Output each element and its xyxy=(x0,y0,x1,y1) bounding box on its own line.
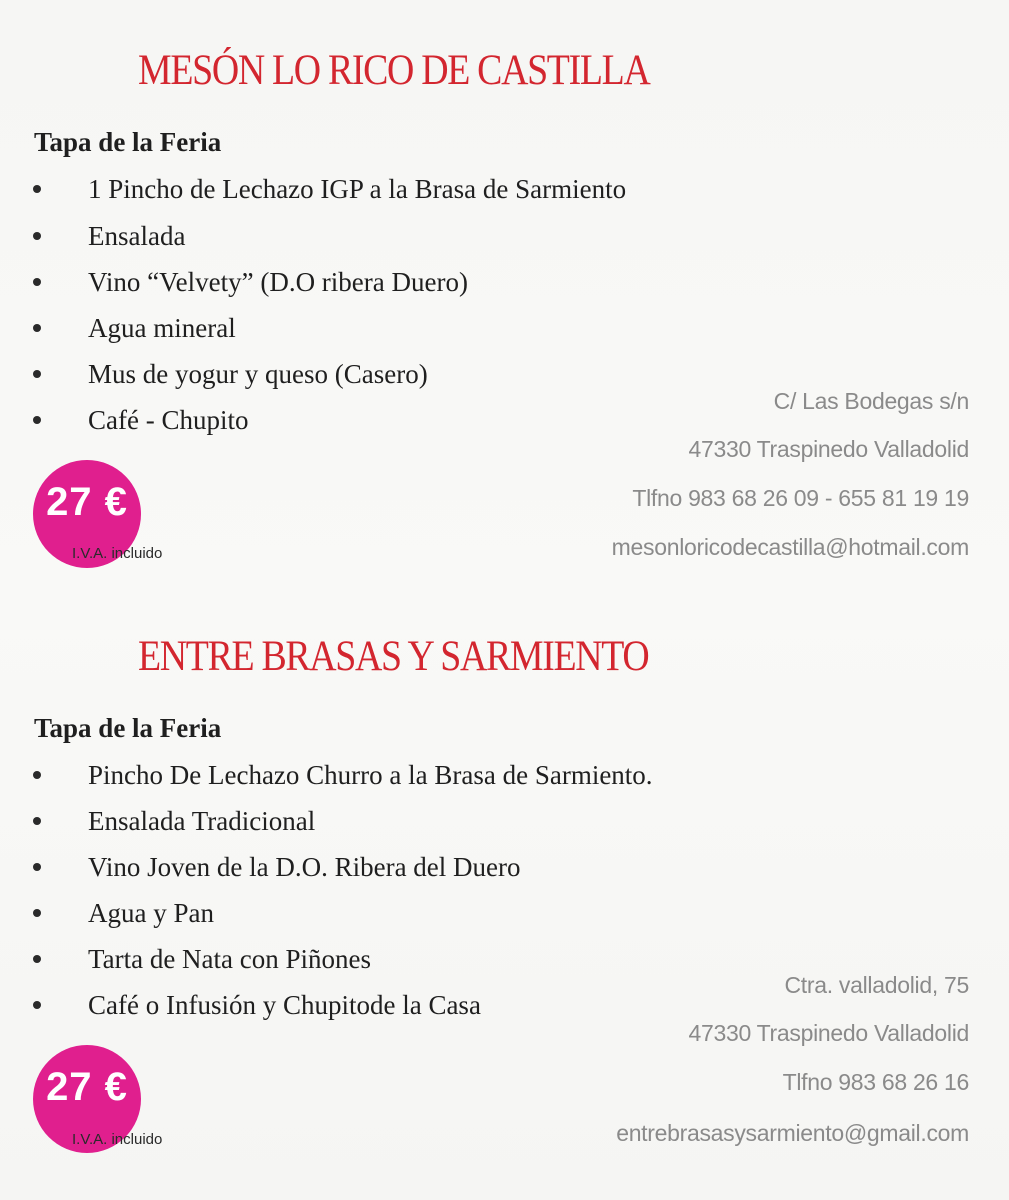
price-value: 27 € xyxy=(46,1065,128,1109)
tapa-subtitle: Tapa de la Feria xyxy=(34,127,222,157)
bullet-icon xyxy=(33,185,41,193)
bullet-icon xyxy=(33,278,41,286)
restaurant-title: MESÓN LO RICO DE CASTILLA xyxy=(138,47,650,94)
bullet-icon xyxy=(33,863,41,871)
bullet-icon xyxy=(33,370,41,378)
contact-email: mesonloricodecastilla@hotmail.com xyxy=(611,534,969,560)
contact-info xyxy=(549,972,969,1152)
bullet-icon xyxy=(33,817,41,825)
menu-item-text: Vino “Velvety” (D.O ribera Duero) xyxy=(88,267,468,297)
contact-address: C/ Las Bodegas s/n xyxy=(773,388,969,414)
menu-item-text: Pincho De Lechazo Churro a la Brasa de Sarmiento. xyxy=(88,760,653,790)
contact-address: Ctra. valladolid, 75 xyxy=(784,972,969,998)
contact-city: 47330 Traspinedo Valladolid xyxy=(688,1020,969,1046)
menu-item-text: Agua y Pan xyxy=(88,898,214,928)
bullet-icon xyxy=(33,232,41,240)
menu-item-text: Vino Joven de la D.O. Ribera del Duero xyxy=(88,852,521,882)
contact-phone: Tlfno 983 68 26 16 xyxy=(782,1069,969,1095)
contact-info xyxy=(549,388,969,568)
restaurant-title: ENTRE BRASAS Y SARMIENTO xyxy=(138,633,649,680)
contact-phone: Tlfno 983 68 26 09 - 655 81 19 19 xyxy=(632,485,969,511)
menu-item-text: Ensalada Tradicional xyxy=(88,806,316,836)
menu-item-text: Agua mineral xyxy=(88,313,236,343)
bullet-icon xyxy=(33,1001,41,1009)
bullet-icon xyxy=(33,324,41,332)
menu-item-text: Café - Chupito xyxy=(88,405,249,435)
menu-item-text: 1 Pincho de Lechazo IGP a la Brasa de Sarmiento xyxy=(88,174,627,204)
price-note: I.V.A. incluido xyxy=(72,1131,163,1148)
bullet-icon xyxy=(33,909,41,917)
bullet-icon xyxy=(33,416,41,424)
menu-item-text: Café o Infusión y Chupitode la Casa xyxy=(88,990,481,1020)
price-note: I.V.A. incluido xyxy=(72,545,163,562)
menu-item-text: Tarta de Nata con Piñones xyxy=(88,944,372,974)
contact-city: 47330 Traspinedo Valladolid xyxy=(688,436,969,462)
bullet-icon xyxy=(33,955,41,963)
menu-item-text: Ensalada xyxy=(88,221,186,251)
menu-item-text: Mus de yogur y queso (Casero) xyxy=(88,359,428,389)
contact-email: entrebrasasysarmiento@gmail.com xyxy=(616,1120,969,1146)
bullet-icon xyxy=(33,771,41,779)
price-value: 27 € xyxy=(46,480,128,524)
tapa-subtitle: Tapa de la Feria xyxy=(34,713,222,743)
